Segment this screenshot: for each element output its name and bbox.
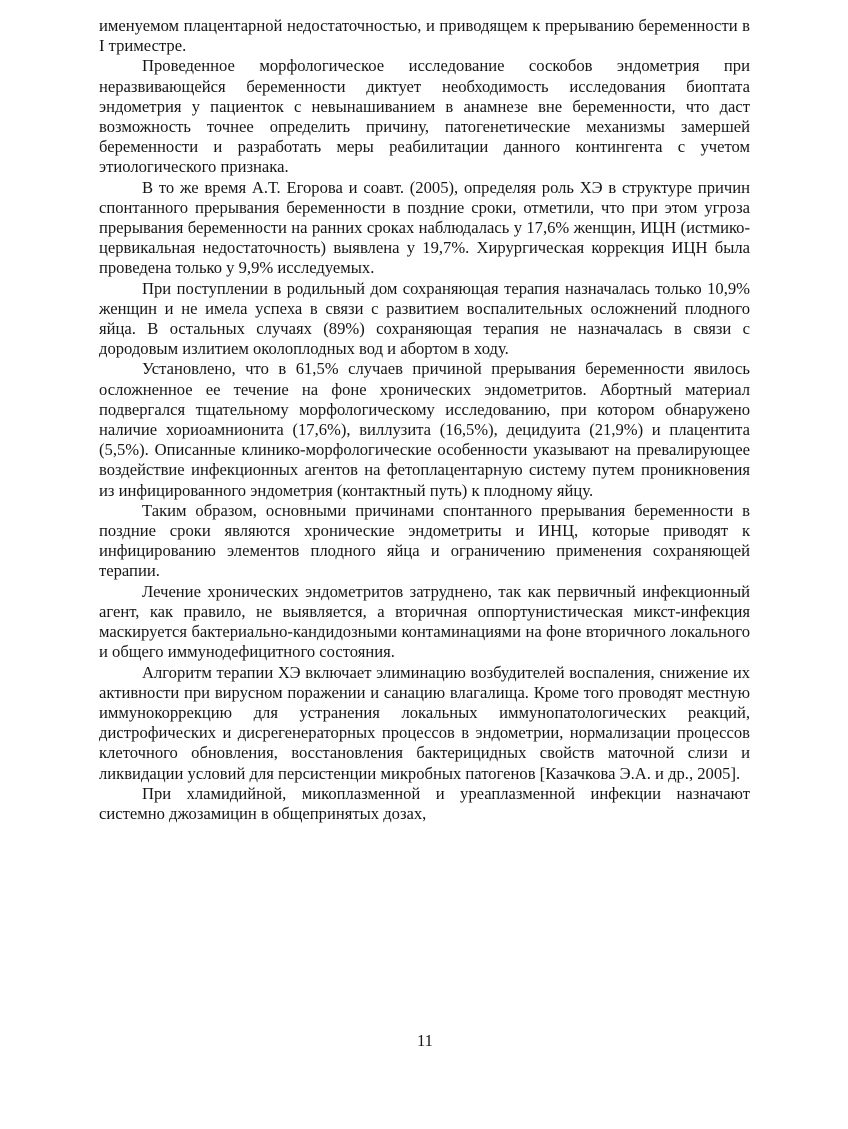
paragraph-chlamydial-infection: При хламидийной, микоплазменной и уреаплазменной инфекции назначают системно джозамицин в общепринятых дозах, — [99, 783, 750, 823]
page-number: 11 — [417, 1031, 433, 1050]
paragraph-conclusion: Таким образом, основными причинами спонтанного прерывания беременности в поздние сроки являются хронические эндометриты и ИНЦ, которые приводят к инфицированию элементов плодного яйца и ограничению применения сохраняющей терапии. — [99, 500, 750, 581]
paragraph-morphological-study: Проведенное морфологическое исследование соскобов эндометрия при неразвивающейся беременности диктует необходимость исследования биоптата эндометрия у пациенток с невынашиванием в анамнезе вне беременности, что даст возможность точнее определить причину, патогенетические механизмы замершей беременности и разработать меры реабилитации данного контингента с учетом этиологического признака. — [99, 56, 750, 177]
paragraph-therapy-algorithm: Алгоритм терапии ХЭ включает элиминацию возбудителей воспаления, снижение их активности при вирусном поражении и санацию влагалища. Кроме того проводят местную иммунокоррекцию для устранения локальных иммунопатологических реакций, дистрофических и дисрегенераторных процессов в эндометрии, нормализации процессов клеточного обновления, восстановления бактерицидных свойств маточной слизи и ликвидации условий для персистенции микробных патогенов [Казачкова Э.А. и др., 2005]. — [99, 662, 750, 783]
paragraph-continuation: именуемом плацентарной недостаточностью, и приводящем к прерыванию беременности в I триместре. — [99, 16, 750, 56]
body-text — [99, 16, 750, 824]
paragraph-maternity-admission: При поступлении в родильный дом сохраняющая терапия назначалась только 10,9% женщин и не имела успеха в связи с развитием воспалительных осложнений плодного яйца. В остальных случаях (89%) сохраняющая терапия не назначалась в связи с дородовым излитием околоплодных вод и абортом в ходу. — [99, 278, 750, 359]
paragraph-egorova-study: В то же время А.Т. Егорова и соавт. (2005), определяя роль ХЭ в структуре причин спонтанного прерывания беременности в поздние сроки, отметили, что при этом угроза прерывания беременности на ранних сроках наблюдалась у 17,6% женщин, ИЦН (истмико-цервикальная недостаточность) выявлена у 19,7%. Хирургическая коррекция ИЦН была проведена только у 9,9% исследуемых. — [99, 177, 750, 278]
paragraph-established-causes: Установлено, что в 61,5% случаев причиной прерывания беременности явилось осложненное ее течение на фоне хронических эндометритов. Абортный материал подвергался тщательному морфологическому исследованию, при котором обнаружено наличие хориоамнионита (17,6%), виллузита (16,5%), децидуита (21,9%) и плацентита (5,5%). Описанные клинико-морфологические особенности указывают на превалирующее воздействие инфекционных агентов на фетоплацентарную систему путем проникновения из инфицированного эндометрия (контактный путь) к плодному яйцу. — [99, 359, 750, 500]
paragraph-treatment-difficulty: Лечение хронических эндометритов затруднено, так как первичный инфекционный агент, как правило, не выявляется, а вторичная оппортунистическая микст-инфекция маскируется бактериально-кандидозными контаминациями на фоне вторичного локального и общего иммунодефицитного состояния. — [99, 581, 750, 662]
